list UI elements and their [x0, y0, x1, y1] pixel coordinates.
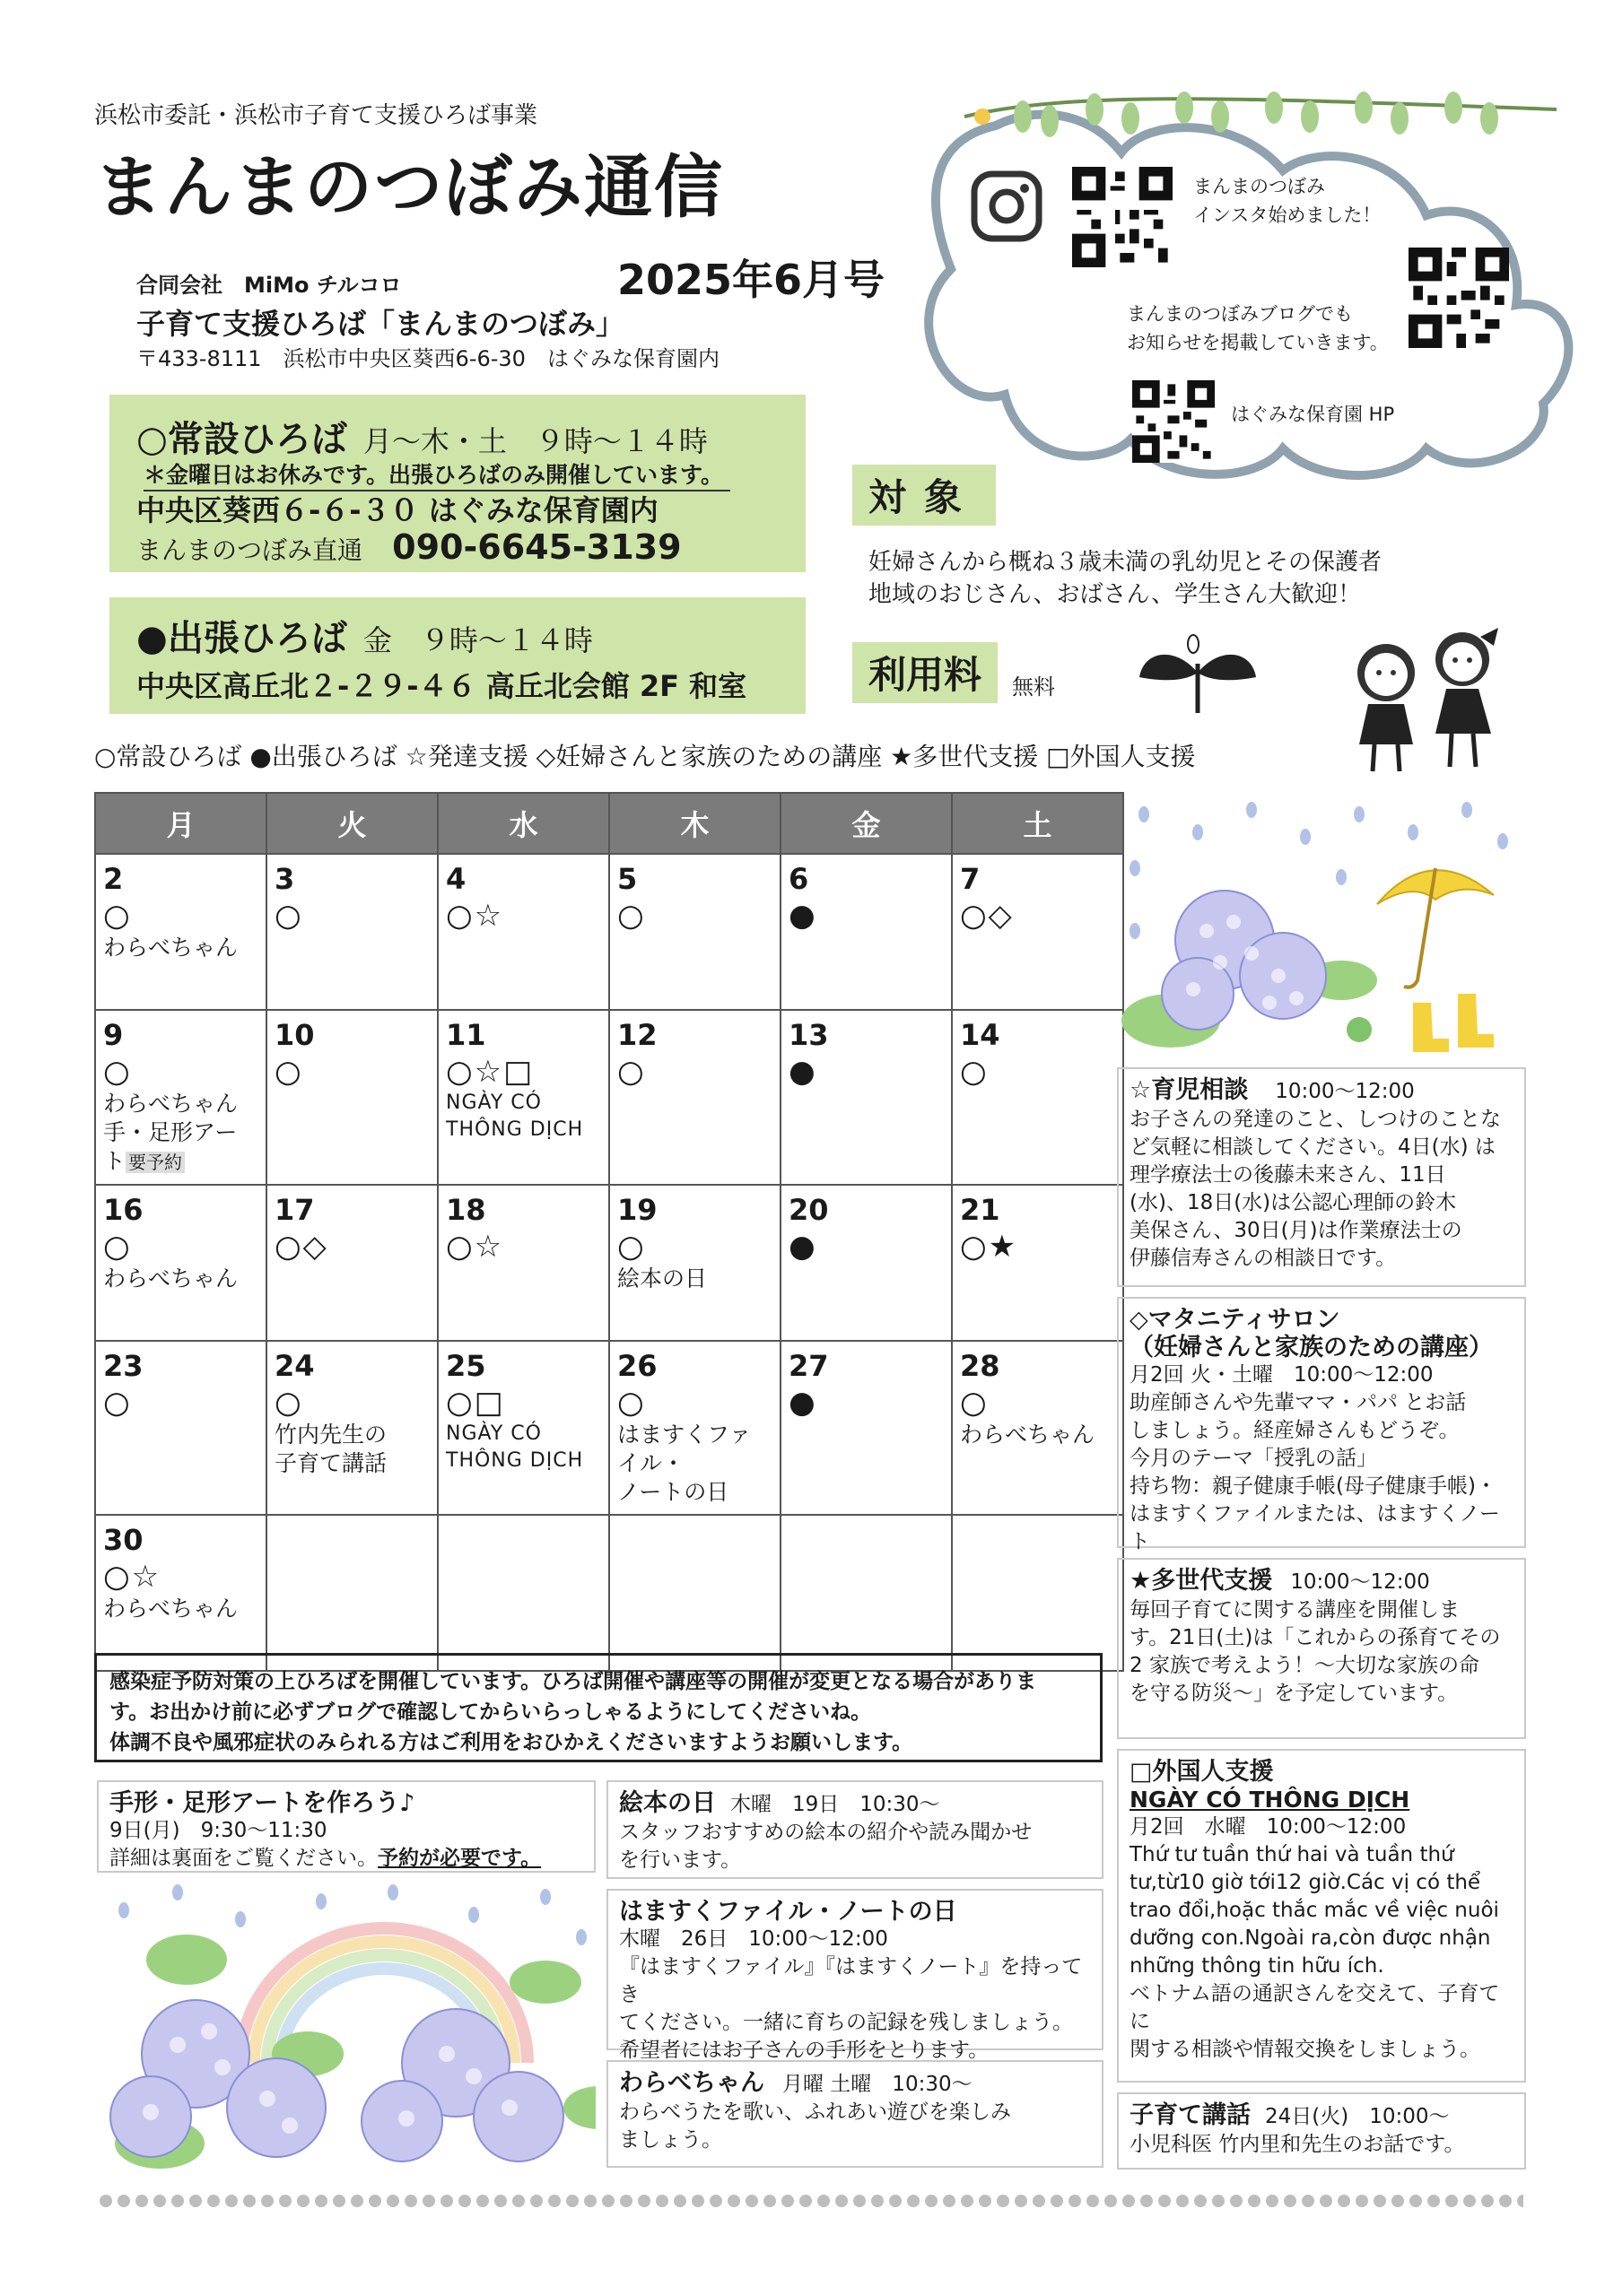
- facility-name: 子育て支援ひろば「まんまのつぼみ」: [136, 307, 625, 341]
- multigen-text: 毎回子育てに関する講座を開催しま: [1130, 1598, 1460, 1622]
- day-symbols: ○: [960, 1385, 989, 1421]
- day-number: 3: [275, 862, 295, 896]
- day-symbols: ○★: [960, 1229, 1018, 1265]
- picture-book-day-box: [606, 1780, 1103, 1879]
- maternity-subtitle: （妊婦さんと家族のための講座）: [1130, 1334, 1493, 1361]
- calendar-day-cell: [266, 1185, 438, 1341]
- warabe-title: わらべちゃん: [619, 2069, 764, 2097]
- calendar-day-cell: [95, 1341, 266, 1515]
- day-number: 19: [617, 1193, 658, 1227]
- day-number: 21: [960, 1193, 1000, 1227]
- calendar-day-cell: [438, 1515, 609, 1671]
- notice-line: す。お出かけ前に必ずブログで確認してからいらっしゃるようにしてくださいね。: [109, 1700, 872, 1724]
- day-event-line: [617, 1478, 772, 1507]
- sprout-illustration: [1139, 628, 1256, 718]
- calendar-day-cell: [266, 1515, 438, 1671]
- picturebook-text: を行います。: [619, 1848, 742, 1872]
- day-number: 18: [446, 1193, 486, 1227]
- maternity-text: 持ち物：親子健康手帳(母子健康手帳)・: [1130, 1474, 1496, 1498]
- outreach-plaza-box: [109, 597, 806, 714]
- day-number: 12: [617, 1018, 658, 1052]
- consultation-text: お子さんの発達のこと、しつけのことな: [1130, 1108, 1501, 1131]
- calendar-day-cell: [609, 1515, 781, 1671]
- weekday-header: 水: [438, 793, 609, 854]
- day-event: 子育て講話: [275, 1450, 388, 1476]
- multigen-text: 2 家族で考えよう！～大切な家族の命: [1130, 1654, 1479, 1677]
- regular-hours: 月～木・土 ９時～１４時: [362, 424, 708, 458]
- day-symbols: ○: [617, 1229, 646, 1265]
- day-symbols: ○: [103, 1229, 132, 1265]
- handprint-time: 9日(月) 9:30～11:30: [109, 1819, 327, 1842]
- phone-number[interactable]: 090-6645-3139: [392, 527, 682, 567]
- day-number: 10: [275, 1018, 315, 1052]
- notice-line: 感染症予防対策の上ひろばを開催しています。ひろば開催や講座等の開催が変更となる場合がありま: [109, 1670, 1037, 1693]
- foreign-text: tư,từ10 giờ tới12 giờ.Các vị có thể: [1130, 1871, 1481, 1894]
- consultation-text: 美保さん、30日(月)は作業療法士の: [1130, 1219, 1462, 1242]
- foreign-text: 関する相談や情報交換をしましょう。: [1130, 2038, 1480, 2061]
- day-number: 26: [617, 1349, 658, 1383]
- target-line-1: 妊婦さんから概ね３歳未満の乳幼児とその保護者: [868, 549, 1383, 576]
- calendar-day-cell: [438, 1010, 609, 1185]
- foreign-text: ベトナム語の通訳さんを交えて、子育てに: [1130, 1982, 1500, 2033]
- instagram-icon[interactable]: [971, 170, 1042, 242]
- phone-label: まんまのつぼみ直通: [136, 535, 363, 565]
- calendar-day-cell: [781, 1515, 952, 1671]
- day-number: 28: [960, 1349, 1000, 1383]
- parenting-lecture-box: [1117, 2092, 1526, 2170]
- lecture-text: 小児科医 竹内里和先生のお話です。: [1130, 2133, 1465, 2156]
- calendar-day-cell: [952, 1010, 1123, 1185]
- day-symbols: ○: [275, 1385, 303, 1421]
- day-symbols: ●: [789, 898, 817, 934]
- regular-plaza-heading: [136, 411, 708, 462]
- hp-qr-code[interactable]: [1132, 380, 1215, 463]
- notice-line: 体調不良や風邪症状のみられる方はご利用をおひかえくださいますようお願いします。: [109, 1731, 913, 1754]
- day-symbols: ○: [960, 1054, 989, 1090]
- warabe-chan-box: [606, 2060, 1103, 2168]
- calendar-table: [94, 792, 1124, 1672]
- day-event: わらべちゃん: [960, 1422, 1095, 1448]
- day-number: 20: [789, 1193, 829, 1227]
- day-symbols: ●: [789, 1054, 817, 1090]
- day-event: 絵本の日: [617, 1265, 708, 1292]
- foreign-subtitle: NGÀY CÓ THÔNG DỊCH: [1130, 1787, 1410, 1813]
- maternity-text: はますくファイルまたは、はますくノート: [1130, 1502, 1500, 1553]
- day-number: 24: [275, 1349, 315, 1383]
- symbol-legend: ○常設ひろば ●出張ひろば ☆発達支援 ◇妊婦さんと家族のための講座 ★多世代支援 □外国人支援: [94, 742, 1196, 771]
- calendar-day-cell: [952, 854, 1123, 1010]
- day-event: わらべちゃん: [103, 1091, 239, 1117]
- multigen-time: 10:00～12:00: [1290, 1570, 1430, 1594]
- hamasuku-text: 『はますくファイル』『はますくノート』を持ってき: [619, 1955, 1083, 2006]
- outreach-location: 中央区高丘北２-２９-４６ 高丘北会館 2F 和室: [136, 669, 747, 703]
- day-symbols: ○: [275, 898, 303, 934]
- calendar-week-row: [95, 1010, 1123, 1185]
- interpretation-day-label: THÔNG DỊCH: [446, 1118, 584, 1141]
- day-event-line: [103, 1118, 258, 1177]
- handprint-title: 手形・足形アートを作ろう♪: [109, 1789, 415, 1817]
- calendar-day-cell: [95, 1010, 266, 1185]
- handprint-reservation-note: 予約が必要です。: [378, 1847, 542, 1870]
- calendar-day-cell: [952, 1185, 1123, 1341]
- interpretation-day-label: NGÀY CÓ: [446, 1422, 542, 1445]
- day-symbols: ○☆: [103, 1559, 161, 1595]
- children-illustration: [1337, 619, 1516, 780]
- interpretation-day-label: NGÀY CÓ: [446, 1091, 542, 1114]
- calendar-day-cell: [438, 1185, 609, 1341]
- weekday-header: 月: [95, 793, 266, 854]
- blog-qr-code[interactable]: [1409, 248, 1509, 348]
- hamasuku-title: はますくファイル・ノートの日: [619, 1898, 957, 1926]
- reservation-required-badge: 要予約: [126, 1152, 185, 1173]
- regular-location: 中央区葵西６-６-３０ はぐみな保育園内: [136, 493, 659, 527]
- facility-address: 〒433-8111 浜松市中央区葵西6-6-30 はぐみな保育園内: [136, 346, 720, 371]
- calendar-day-cell: [781, 1341, 952, 1515]
- consultation-time: 10:00～12:00: [1275, 1080, 1415, 1103]
- rainbow-hydrangea-illustration: [97, 1883, 596, 2179]
- weekday-header: 土: [952, 793, 1123, 854]
- calendar-day-cell: [266, 1010, 438, 1185]
- calendar-week-row: [95, 1185, 1123, 1341]
- instagram-qr-code[interactable]: [1072, 167, 1173, 267]
- day-symbols: ○: [275, 1054, 303, 1090]
- day-event: ノートの日: [617, 1479, 729, 1505]
- day-symbols: ○◇: [960, 898, 1014, 934]
- maternity-salon-box: [1117, 1297, 1526, 1553]
- hp-text: はぐみな保育園 HP: [1231, 404, 1395, 425]
- warabe-time: 月曜 土曜 10:30～: [782, 2073, 973, 2096]
- day-number: 14: [960, 1018, 1000, 1052]
- day-symbols: ●: [789, 1385, 817, 1421]
- multigenerational-box: [1117, 1558, 1526, 1739]
- calendar-day-cell: [609, 1341, 781, 1515]
- day-symbols: ○□: [446, 1385, 505, 1421]
- day-symbols: ○: [617, 898, 646, 934]
- calendar-week-row: [95, 1515, 1123, 1671]
- hamasuku-text: 希望者にはお子さんの手形をとります。: [619, 2039, 990, 2062]
- foreign-text: những thông tin hữu ích.: [1130, 1954, 1384, 1978]
- foreign-text: dưỡng con.Ngoài ra,còn được nhận: [1130, 1926, 1491, 1950]
- interpretation-day-label: THÔNG DỊCH: [446, 1449, 584, 1472]
- day-number: 30: [103, 1523, 144, 1557]
- hamasuku-day-box: [606, 1889, 1103, 2062]
- maternity-text: しましょう。経産婦さんもどうぞ。: [1130, 1419, 1460, 1442]
- company-name: 合同会社 MiMo チルコロ: [136, 273, 402, 298]
- foreign-text: trao đổi,hoặc thắc mắc về việc nuôi: [1130, 1899, 1499, 1922]
- maternity-text: 助産師さんや先輩ママ・パパ とお話: [1130, 1391, 1467, 1414]
- day-number: 7: [960, 862, 981, 896]
- calendar-day-cell: [95, 1515, 266, 1671]
- calendar-day-cell: [609, 1185, 781, 1341]
- maternity-text: 月2回 火・土曜 10:00～12:00: [1130, 1363, 1434, 1387]
- day-event: わらべちゃん: [103, 935, 239, 961]
- day-event: わらべちゃん: [103, 1265, 239, 1292]
- day-event: はますくファイル・: [617, 1422, 752, 1476]
- fee-value: 無料: [1012, 674, 1055, 700]
- sponsor-line: 浜松市委託・浜松市子育て支援ひろば事業: [94, 102, 538, 129]
- calendar-day-cell: [952, 1515, 1123, 1671]
- issue-label: 2025年6月号: [617, 256, 885, 304]
- foreign-title: □外国人支援: [1130, 1758, 1274, 1786]
- handprint-art-box: [97, 1780, 596, 1873]
- day-symbols: ○☆: [446, 1229, 504, 1265]
- day-number: 27: [789, 1349, 829, 1383]
- maternity-text: 今月のテーマ「授乳の話」: [1130, 1447, 1377, 1470]
- day-number: 17: [275, 1193, 315, 1227]
- notice-box: [94, 1653, 1103, 1762]
- regular-phone-line: [136, 527, 682, 567]
- weekday-header: 金: [781, 793, 952, 854]
- day-number: 25: [446, 1349, 486, 1383]
- warabe-text: わらべうたを歌い、ふれあい遊びを楽しみ: [619, 2100, 1011, 2124]
- hydrangea-umbrella-illustration: [1117, 796, 1526, 1061]
- calendar-day-cell: [95, 854, 266, 1010]
- day-symbols: ○: [617, 1054, 646, 1090]
- fee-label: 利用料: [852, 642, 998, 703]
- calendar-day-cell: [609, 1010, 781, 1185]
- target-label: 対象: [852, 465, 996, 526]
- lecture-title: 子育て講話: [1130, 2101, 1251, 2129]
- consultation-text: 伊藤信寿さんの相談日です。: [1130, 1247, 1397, 1270]
- day-number: 16: [103, 1193, 144, 1227]
- day-symbols: ○☆: [446, 898, 504, 934]
- handprint-text: 詳細は裏面をご覧ください。: [109, 1847, 378, 1870]
- calendar-day-cell: [781, 1185, 952, 1341]
- regular-heading-text: ○常設ひろば: [136, 419, 347, 460]
- hamasuku-text: てください。一緒に育ちの記録を残しましょう。: [619, 2011, 1073, 2034]
- calendar-day-cell: [952, 1341, 1123, 1515]
- regular-note: ＊金曜日はお休みです。出張ひろばのみ開催しています。: [144, 457, 730, 491]
- lecture-time: 24日(火) 10:00～: [1265, 2105, 1450, 2128]
- day-number: 9: [103, 1018, 124, 1052]
- calendar-day-cell: [438, 1341, 609, 1515]
- weekday-header: 火: [266, 793, 438, 854]
- instagram-text: まんまのつぼみ インスタ始めました！: [1193, 176, 1382, 226]
- day-number: 5: [617, 862, 638, 896]
- picturebook-time: 木曜 19日 10:30～: [730, 1793, 940, 1816]
- consultation-text: (水)、18日(水)は公認心理師の鈴木: [1130, 1191, 1457, 1214]
- calendar-day-cell: [781, 854, 952, 1010]
- consultation-text: ど気軽に相談してください。4日(水) は: [1130, 1135, 1496, 1159]
- blog-text: まんまのつぼみブログでも お知らせを掲載していきます。: [1127, 303, 1389, 353]
- day-number: 4: [446, 862, 467, 896]
- calendar-week-row: [95, 1341, 1123, 1515]
- maternity-title: ◇マタニティサロン: [1130, 1306, 1340, 1334]
- picturebook-title: 絵本の日: [619, 1789, 716, 1817]
- day-event: 竹内先生の: [275, 1422, 388, 1448]
- day-event: 手・足形アート: [103, 1119, 238, 1174]
- target-line-2: 地域のおじさん、おばさん、学生さん大歓迎！: [868, 581, 1362, 608]
- outreach-hours: 金 ９時～１４時: [362, 623, 593, 657]
- day-event-line: [275, 1449, 430, 1478]
- day-symbols: ○◇: [275, 1229, 328, 1265]
- weekday-header: 木: [609, 793, 781, 854]
- calendar-day-cell: [95, 1185, 266, 1341]
- day-number: 11: [446, 1018, 486, 1052]
- day-number: 6: [789, 862, 809, 896]
- consultation-text: 理学療法士の後藤未来さん、11日: [1130, 1163, 1446, 1187]
- foreign-support-box: [1117, 1749, 1526, 2083]
- outreach-plaza-heading: [136, 610, 593, 661]
- calendar-day-cell: [781, 1010, 952, 1185]
- calendar-week-row: [95, 854, 1123, 1010]
- warabe-text: ましょう。: [619, 2128, 722, 2152]
- multigen-text: す。21日(土)は「これからの孫育てその: [1130, 1626, 1501, 1649]
- calendar-day-cell: [266, 1341, 438, 1515]
- consultation-box: [1117, 1067, 1526, 1287]
- calendar-header-row: [95, 793, 1123, 854]
- regular-plaza-box: [109, 395, 806, 572]
- foreign-text: Thứ tư tuần thứ hai và tuần thứ: [1130, 1843, 1454, 1866]
- day-symbols: ●: [789, 1229, 817, 1265]
- picturebook-text: スタッフおすすめの絵本の紹介や読み聞かせ: [619, 1821, 1033, 1844]
- newsletter-title: まんまのつぼみ通信: [94, 147, 724, 227]
- calendar-day-cell: [438, 854, 609, 1010]
- day-symbols: ○: [617, 1385, 646, 1421]
- day-number: 2: [103, 862, 124, 896]
- day-symbols: ○☆□: [446, 1054, 535, 1090]
- dotted-divider: [97, 2192, 1523, 2210]
- day-symbols: ○: [103, 1385, 132, 1421]
- calendar-day-cell: [266, 854, 438, 1010]
- day-number: 13: [789, 1018, 829, 1052]
- foreign-text: 月2回 水曜 10:00～12:00: [1130, 1815, 1407, 1839]
- multigen-title: ★多世代支援: [1130, 1567, 1273, 1595]
- hamasuku-time: 木曜 26日 10:00～12:00: [619, 1927, 888, 1951]
- day-number: 23: [103, 1349, 144, 1383]
- day-event: わらべちゃん: [103, 1596, 239, 1622]
- outreach-heading-text: ●出張ひろば: [136, 618, 347, 659]
- multigen-text: を守る防災～」を予定しています。: [1130, 1682, 1459, 1705]
- consultation-title: ☆育児相談: [1130, 1076, 1249, 1104]
- day-symbols: ○: [103, 898, 132, 934]
- calendar-day-cell: [609, 854, 781, 1010]
- day-symbols: ○: [103, 1054, 132, 1090]
